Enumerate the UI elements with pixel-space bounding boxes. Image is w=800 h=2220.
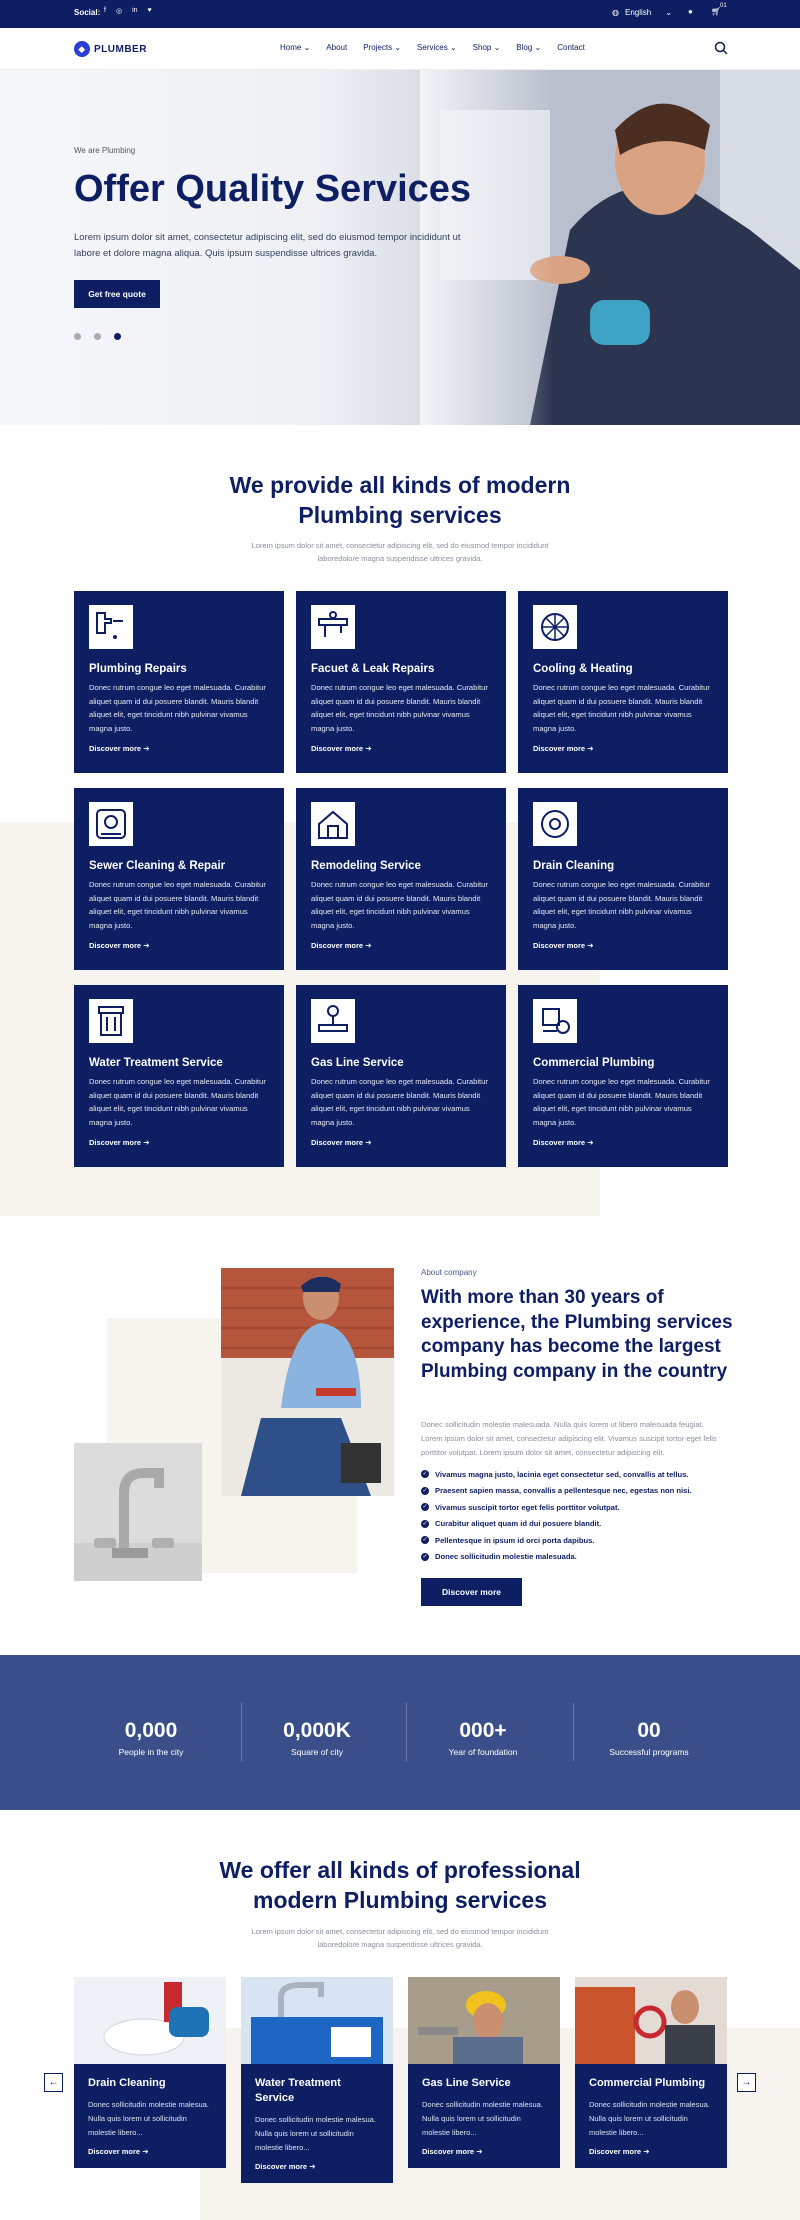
offer-card-title: Commercial Plumbing	[589, 2077, 706, 2089]
offer-card-text: Donec sollicitudin molestie malesua. Nulla quis lorem ut sollicitudin molestie libero...	[88, 2100, 209, 2137]
chevron-down-icon: ⌄	[665, 8, 672, 17]
services-title	[0, 470, 800, 530]
nav-services[interactable]: Services ⌄	[417, 43, 457, 52]
nav-blog[interactable]: Blog ⌄	[516, 43, 542, 52]
discover-more-button[interactable]: Discover more	[421, 1578, 522, 1606]
hero-kicker: We are Plumbing	[74, 146, 136, 155]
services-subtitle: Lorem ipsum dolor sit amet, consectetur adipiscing elit, sed do eiusmod tempor incididunt laboredolore magna suspendisse ultrices gravida.	[251, 541, 549, 563]
check-icon: ✓	[422, 1537, 428, 1544]
service-icon	[311, 605, 355, 649]
slider-dot[interactable]	[74, 333, 81, 340]
check-item	[421, 1466, 692, 1483]
offer-title-line1: We offer all kinds of professional	[219, 1857, 581, 1883]
service-card-title: Plumbing Repairs	[89, 663, 187, 675]
stat-value: 00	[637, 1719, 661, 1742]
arrow-right-icon: ➔	[309, 2162, 316, 2171]
check-icon: ✓	[422, 1471, 428, 1478]
discover-more-label: Discover more	[255, 2162, 308, 2171]
discover-more-link[interactable]	[89, 1138, 269, 1147]
facebook-icon[interactable]: f	[104, 7, 106, 14]
check-icon: ✓	[422, 1553, 428, 1560]
discover-more-label: Discover more	[311, 744, 364, 753]
instagram-icon[interactable]: ◎	[115, 8, 123, 15]
discover-more-label: Discover more	[89, 1138, 142, 1147]
discover-more-label: Discover more	[533, 744, 586, 753]
service-card-text: Donec rutrum congue leo eget malesuada. Curabitur aliquet quam id dui posuere blandit. Mauris blandit aliquet elit, eget tincidunt nibh pulvinar vivamus magna justo.	[89, 880, 266, 930]
offer-card-image	[408, 1977, 560, 2064]
discover-more-label: Discover more	[89, 744, 142, 753]
arrow-right-icon: ➔	[143, 941, 150, 950]
service-card-title: Cooling & Heating	[533, 663, 633, 675]
discover-more-link[interactable]	[311, 744, 491, 753]
service-card[interactable]	[518, 788, 728, 970]
service-card-text: Donec rutrum congue leo eget malesuada. Curabitur aliquet quam id dui posuere blandit. Mauris blandit aliquet elit, eget tincidunt nibh pulvinar vivamus magna justo.	[311, 880, 488, 930]
stat-value: 0,000	[124, 1719, 178, 1742]
offer-card-text: Donec sollicitudin molestie malesua. Nulla quis lorem ut sollicitudin molestie libero...	[255, 2115, 376, 2152]
service-card[interactable]	[74, 788, 284, 970]
offer-card-title: Water Treatment Service	[255, 2077, 341, 2104]
service-card-title: Drain Cleaning	[533, 860, 615, 872]
language-label: English	[624, 8, 652, 17]
nav-services-label: Services	[417, 43, 448, 52]
header	[0, 28, 800, 70]
logo[interactable]	[74, 41, 147, 57]
arrow-right-icon: ➔	[476, 2147, 483, 2156]
discover-more-link[interactable]	[589, 2147, 713, 2156]
service-card[interactable]	[518, 985, 728, 1167]
service-card-title: Sewer Cleaning & Repair	[89, 860, 226, 872]
service-card[interactable]	[296, 591, 506, 773]
offer-card[interactable]	[575, 1977, 727, 2168]
nav-projects[interactable]: Projects ⌄	[363, 43, 402, 52]
arrow-right-icon: ➔	[587, 941, 594, 950]
service-card-text: Donec rutrum congue leo eget malesuada. Curabitur aliquet quam id dui posuere blandit. Mauris blandit aliquet elit, eget tincidunt nibh pulvinar vivamus magna justo.	[533, 880, 710, 930]
arrow-right-icon: ➔	[365, 941, 372, 950]
check-text: Pellentesque in ipsum id orci porta dapibus.	[435, 1535, 595, 1545]
service-card-text: Donec rutrum congue leo eget malesuada. Curabitur aliquet quam id dui posuere blandit. Mauris blandit aliquet elit, eget tincidunt nibh pulvinar vivamus magna justo.	[89, 1077, 266, 1127]
stat-value: 000+	[459, 1719, 507, 1742]
check-icon: ✓	[422, 1520, 428, 1527]
offer-subtitle: Lorem ipsum dolor sit amet, consectetur adipiscing elit, sed do eiusmod tempor incididunt laboredolore magna suspendisse ultrices gravida.	[251, 1927, 549, 1949]
service-card[interactable]	[296, 985, 506, 1167]
service-card-text: Donec rutrum congue leo eget malesuada. Curabitur aliquet quam id dui posuere blandit. Mauris blandit aliquet elit, eget tincidunt nibh pulvinar vivamus magna justo.	[311, 1077, 488, 1127]
discover-more-link[interactable]	[533, 744, 713, 753]
hero	[0, 70, 800, 425]
service-card[interactable]	[74, 591, 284, 773]
service-icon	[311, 802, 355, 846]
check-text: Vivamus suscipit tortor eget felis porttitor volutpat.	[435, 1502, 620, 1512]
discover-more-label: Discover more	[311, 1138, 364, 1147]
nav-home-label: Home	[280, 43, 302, 52]
arrow-right-icon: ➔	[365, 744, 372, 753]
offer-card[interactable]	[408, 1977, 560, 2168]
main-nav	[280, 43, 585, 52]
get-free-quote-button[interactable]: Get free quote	[74, 280, 160, 308]
discover-more-link[interactable]	[255, 2162, 379, 2171]
check-icon: ✓	[422, 1504, 428, 1511]
discover-more-link[interactable]	[88, 2147, 212, 2156]
offer-card-title: Drain Cleaning	[88, 2077, 166, 2089]
offer-card-title: Gas Line Service	[422, 2077, 511, 2089]
faucet-photo	[74, 1443, 202, 1581]
stats-band	[0, 1655, 800, 1810]
stat-foundation	[400, 1719, 566, 1757]
service-card[interactable]	[518, 591, 728, 773]
offer-title	[0, 1855, 800, 1915]
service-card-title: Water Treatment Service	[89, 1057, 223, 1069]
globe-icon: ◍	[612, 8, 619, 17]
arrow-right-icon: ➔	[143, 744, 150, 753]
discover-more-link[interactable]	[89, 941, 269, 950]
stat-value: 0,000K	[283, 1719, 351, 1742]
offer-title-line2: modern Plumbing services	[253, 1887, 547, 1913]
nav-home[interactable]: Home ⌄	[280, 43, 311, 52]
logo-icon: ◆	[74, 41, 90, 57]
stat-label: Successful programs	[609, 1747, 689, 1757]
logo-text: PLUMBER	[94, 43, 147, 55]
hero-plumber-image	[420, 70, 800, 425]
nav-projects-label: Projects	[363, 43, 393, 52]
nav-about[interactable]: About	[326, 43, 348, 52]
discover-more-label: Discover more	[89, 941, 142, 950]
stat-label: Year of foundation	[448, 1747, 518, 1757]
service-icon	[89, 802, 133, 846]
about-text: Donec sollicitudin molestie malesuada. Nulla quis lorem ut libero malesuada feugiat. Lorem ipsum dolor sit amet, consectetur adipiscing elit. Vivamus suscipit tortor eget felis porttitor volutpat. Lorem ipsum dolor sit amet, consectetur adipiscing elit.	[421, 1420, 717, 1457]
service-icon	[533, 999, 577, 1043]
check-item	[421, 1499, 692, 1516]
discover-more-link[interactable]	[311, 941, 491, 950]
next-arrow-button[interactable]: →	[737, 2073, 756, 2092]
service-card-text: Donec rutrum congue leo eget malesuada. Curabitur aliquet quam id dui posuere blandit. Mauris blandit aliquet elit, eget tincidunt nibh pulvinar vivamus magna justo.	[311, 683, 488, 733]
service-icon	[533, 605, 577, 649]
offer-card-text: Donec sollicitudin molestie malesua. Nulla quis lorem ut sollicitudin molestie libero...	[589, 2100, 710, 2137]
prev-arrow-button[interactable]: ←	[44, 2073, 63, 2092]
arrow-right-icon: ➔	[142, 2147, 149, 2156]
check-text: Praesent sapien massa, convallis a pellentesque nec, egestas non nisi.	[435, 1486, 692, 1496]
service-card-text: Donec rutrum congue leo eget malesuada. Curabitur aliquet quam id dui posuere blandit. Mauris blandit aliquet elit, eget tincidunt nibh pulvinar vivamus magna justo.	[533, 1077, 710, 1127]
services-title-line2: Plumbing services	[298, 502, 502, 528]
stat-label: People in the city	[118, 1747, 184, 1757]
hero-title: Offer Quality Services	[74, 168, 472, 210]
check-item	[421, 1483, 692, 1500]
offer-card-image	[241, 1977, 393, 2064]
offer-card[interactable]	[241, 1977, 393, 2183]
nav-shop[interactable]: Shop ⌄	[472, 43, 501, 52]
offer-card-text: Donec sollicitudin molestie malesua. Nulla quis lorem ut sollicitudin molestie libero...	[422, 2100, 543, 2137]
discover-more-link[interactable]	[422, 2147, 546, 2156]
discover-more-label: Discover more	[533, 1138, 586, 1147]
arrow-right-icon: ➔	[365, 1138, 372, 1147]
arrow-right-icon: ➔	[587, 744, 594, 753]
nav-contact[interactable]: Contact	[557, 43, 585, 52]
check-text: Vivamus magna justo, lacinia eget consectetur sed, convallis at tellus.	[435, 1469, 689, 1479]
search-icon[interactable]	[714, 41, 728, 55]
discover-more-label: Discover more	[422, 2147, 475, 2156]
check-item	[421, 1516, 692, 1533]
service-icon	[533, 802, 577, 846]
discover-more-link[interactable]	[533, 1138, 713, 1147]
top-bar	[0, 0, 800, 28]
service-card-title: Facuet & Leak Repairs	[311, 663, 435, 675]
stat-programs	[566, 1719, 732, 1757]
stat-square	[234, 1719, 400, 1757]
service-card-title: Remodeling Service	[311, 860, 421, 872]
cart-icon[interactable]: 🛒︎	[711, 7, 722, 16]
service-icon	[89, 999, 133, 1043]
discover-more-label: Discover more	[589, 2147, 642, 2156]
discover-more-link[interactable]	[533, 941, 713, 950]
discover-more-link[interactable]	[311, 1138, 491, 1147]
user-icon[interactable]: ●	[688, 7, 693, 16]
language-select[interactable]	[612, 8, 672, 17]
service-icon	[311, 999, 355, 1043]
check-icon: ✓	[422, 1487, 428, 1494]
discover-more-link[interactable]	[89, 744, 269, 753]
service-card-text: Donec rutrum congue leo eget malesuada. Curabitur aliquet quam id dui posuere blandit. Mauris blandit aliquet elit, eget tincidunt nibh pulvinar vivamus magna justo.	[533, 683, 710, 733]
about-kicker: About company	[421, 1268, 477, 1277]
services-title-line1: We provide all kinds of modern	[229, 472, 571, 498]
service-card-text: Donec rutrum congue leo eget malesuada. Curabitur aliquet quam id dui posuere blandit. Mauris blandit aliquet elit, eget tincidunt nibh pulvinar vivamus magna justo.	[89, 683, 266, 733]
about-title: With more than 30 years of experience, the Plumbing services company has become the largest Plumbing company in the country	[421, 1287, 733, 1382]
slider-dot[interactable]	[94, 333, 101, 340]
social-label: Social:	[74, 8, 101, 17]
twitter-icon[interactable]: ♥	[147, 7, 152, 14]
discover-more-label: Discover more	[533, 941, 586, 950]
nav-shop-label: Shop	[472, 43, 492, 52]
check-item	[421, 1532, 692, 1549]
service-card-title: Gas Line Service	[311, 1057, 404, 1069]
check-text: Donec sollicitudin molestie malesuada.	[435, 1552, 577, 1562]
service-card-title: Commercial Plumbing	[533, 1057, 655, 1069]
service-card[interactable]	[296, 788, 506, 970]
check-item	[421, 1549, 692, 1566]
service-card[interactable]	[74, 985, 284, 1167]
nav-blog-label: Blog	[516, 43, 533, 52]
discover-more-label: Discover more	[88, 2147, 141, 2156]
arrow-right-icon: ➔	[643, 2147, 650, 2156]
offer-card[interactable]	[74, 1977, 226, 2168]
slider-dots	[74, 333, 121, 340]
about-checklist	[421, 1466, 692, 1565]
plumber-photo	[221, 1268, 394, 1496]
service-icon	[89, 605, 133, 649]
offer-card-image	[74, 1977, 226, 2064]
slider-dot-active[interactable]	[114, 333, 121, 340]
hero-text: Lorem ipsum dolor sit amet, consectetur adipiscing elit, sed do eiusmod tempor incididunt ut labore et dolore magna aliqua. Quis ipsum suspendisse ultrices gravida.	[74, 232, 461, 259]
arrow-right-icon: ➔	[587, 1138, 594, 1147]
offer-card-image	[575, 1977, 727, 2064]
cart-count: 01	[720, 3, 727, 9]
stat-label: Square of city	[291, 1747, 343, 1757]
arrow-right-icon: ➔	[143, 1138, 150, 1147]
linkedin-icon[interactable]: in	[132, 7, 138, 14]
stat-people	[68, 1719, 234, 1757]
check-text: Curabitur aliquet quam id dui posuere blandit.	[435, 1519, 602, 1529]
discover-more-label: Discover more	[311, 941, 364, 950]
